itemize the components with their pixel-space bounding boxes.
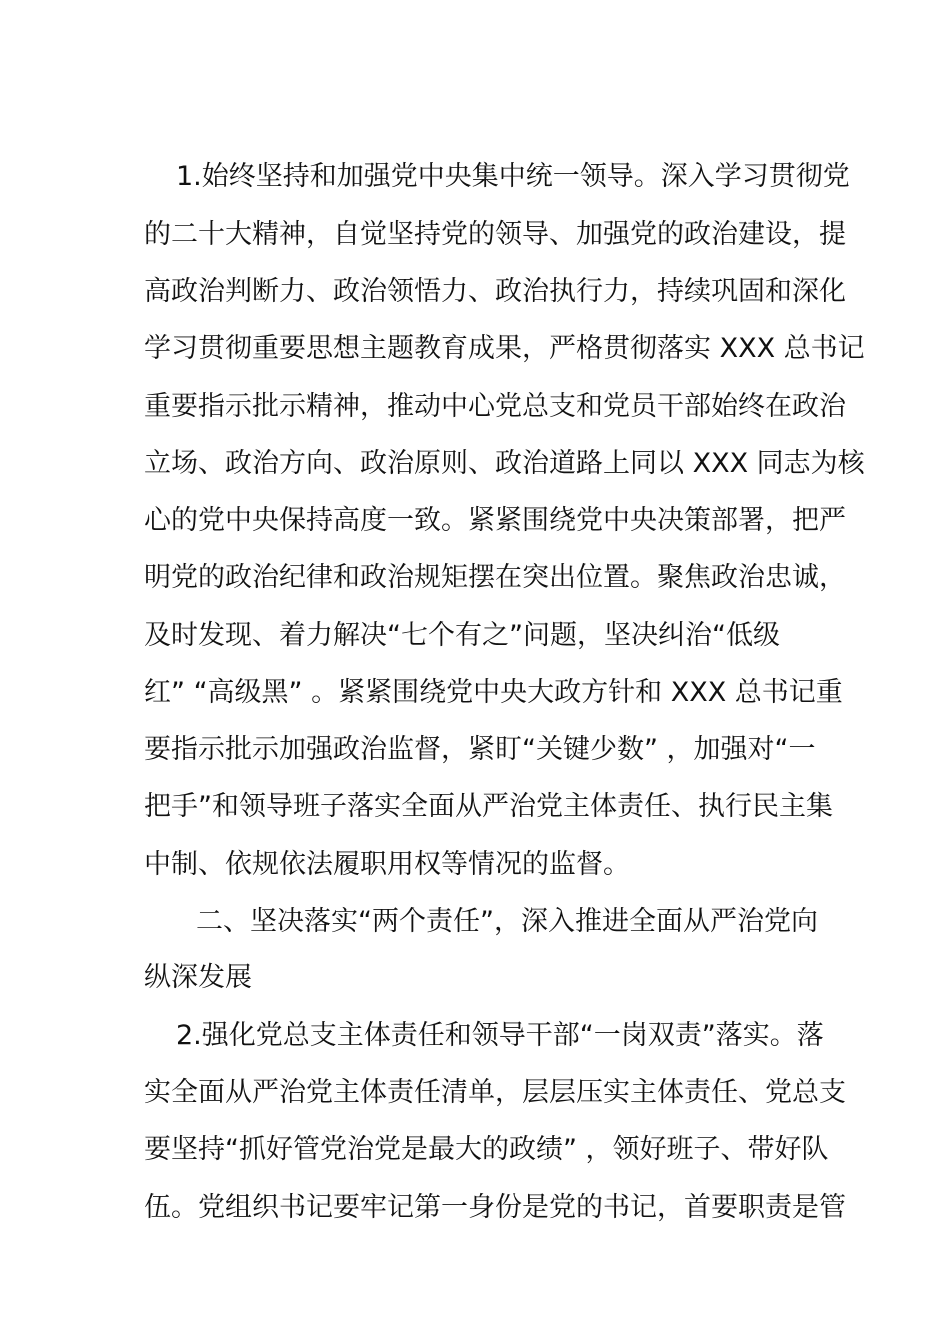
- paragraph-1-line-13: 中制、依规依法履职用权等情况的监督。: [144, 849, 630, 880]
- paragraph-1-line-2: 的二十大精神，自觉坚持党的领导、加强党的政治建设，提: [144, 219, 846, 250]
- paragraph-1-line-10: 红” “高级黑” 。紧紧围绕党中央大政方针和 XXX 总书记重: [144, 677, 843, 708]
- paragraph-2-line-2: 实全面从严治党主体责任清单，层层压实主体责任、党总支: [144, 1077, 846, 1108]
- paragraph-1-line-12: 把手”和领导班子落实全面从严治党主体责任、执行民主集: [144, 791, 833, 822]
- paragraph-2-line-3: 要坚持“抓好管党治党是最大的政绩” ，领好班子、带好队: [144, 1134, 829, 1165]
- paragraph-1-line-1: 1.始终坚持和加强党中央集中统一领导。深入学习贯彻党: [176, 161, 850, 192]
- paragraph-1-line-6: 立场、政治方向、政治原则、政治道路上同以 XXX 同志为核: [144, 448, 865, 479]
- paragraph-1-line-4: 学习贯彻重要思想主题教育成果，严格贯彻落实 XXX 总书记: [144, 333, 865, 364]
- paragraph-2-line-4: 伍。党组织书记要牢记第一身份是党的书记，首要职责是管: [144, 1192, 846, 1223]
- section-heading-line-1: 二、坚决落实“两个责任”，深入推进全面从严治党向: [196, 906, 818, 937]
- paragraph-1-line-3: 高政治判断力、政治领悟力、政治执行力，持续巩固和深化: [144, 276, 846, 307]
- paragraph-2-line-1: 2.强化党总支主体责任和领导干部“一岗双责”落实。落: [176, 1020, 824, 1051]
- paragraph-1-line-9: 及时发现、着力解决“七个有之”问题，坚决纠治“低级: [144, 620, 780, 651]
- paragraph-1-line-11: 要指示批示加强政治监督，紧盯“关键少数” ，加强对“一: [144, 734, 816, 765]
- paragraph-1-line-5: 重要指示批示精神，推动中心党总支和党员干部始终在政治: [144, 391, 846, 422]
- paragraph-1-line-7: 心的党中央保持高度一致。紧紧围绕党中央决策部署，把严: [144, 505, 846, 536]
- section-heading-line-2: 纵深发展: [144, 962, 252, 993]
- paragraph-1-line-8: 明党的政治纪律和政治规矩摆在突出位置。聚焦政治忠诚，: [144, 562, 846, 593]
